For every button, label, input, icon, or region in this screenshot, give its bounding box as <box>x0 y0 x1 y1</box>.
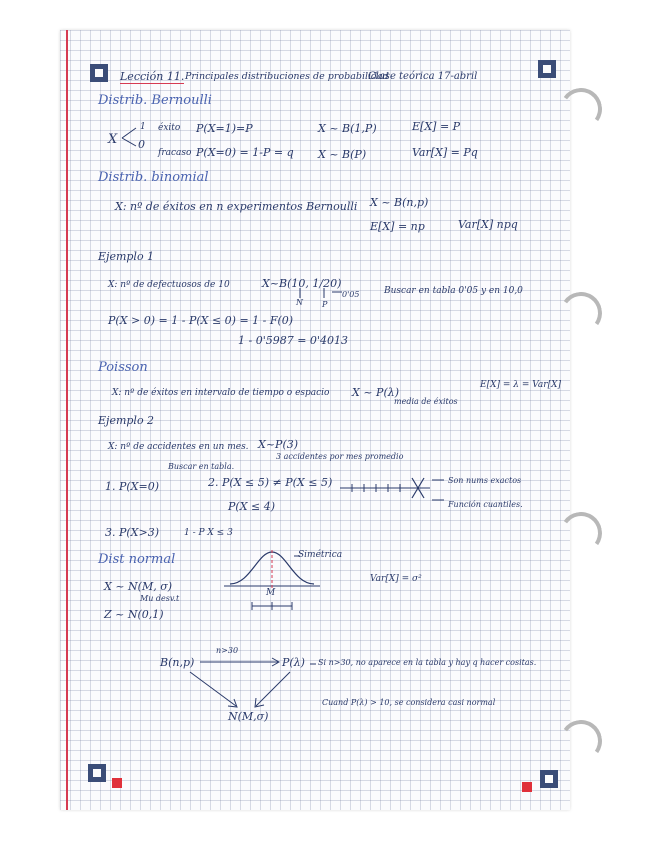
example2-item1: 1. P(X=0) <box>105 480 160 493</box>
example2-arrows <box>432 480 444 500</box>
example2-item3b: 1 - P X ≤ 3 <box>184 528 233 538</box>
poisson-lambda-note: media de éxitos <box>394 397 458 406</box>
example2-quantile-note: Función cuantiles. <box>448 500 523 509</box>
success-label: éxito <box>158 123 181 133</box>
lesson-title: Principales distribuciones de probabilidad <box>185 71 389 82</box>
bernoulli-expectation: E[X] = P <box>412 120 461 133</box>
binomial-notation: X ~ B(n,p) <box>370 196 429 209</box>
example2-notation: X~P(3) <box>258 438 299 451</box>
example2-lookup-note: Buscar en tabla. <box>168 462 235 471</box>
poisson-moments: E[X] = λ = Var[X] <box>480 380 561 390</box>
class-note: Clase teórica 17-abril <box>368 71 478 82</box>
bernoulli-branch-0: 0 <box>138 138 145 151</box>
normal-params-note: Mu desv.t <box>140 594 180 603</box>
bernoulli-notation-1: X ~ B(1,P) <box>318 122 377 135</box>
normal-standard: Z ~ N(0,1) <box>104 608 164 621</box>
bernoulli-branch-1: 1 <box>140 122 146 132</box>
example2-heading: Ejemplo 2 <box>98 414 155 427</box>
approx-arrow-left <box>190 672 236 706</box>
approx-binomial-node: B(n,p) <box>160 656 195 669</box>
bernoulli-notation-2: X ~ B(P) <box>318 148 367 161</box>
lesson-label: Lección 11. <box>120 70 185 83</box>
example1-notation: X~B(10, 1/20) <box>262 277 342 290</box>
approx-normal-node: N(M,σ) <box>228 710 269 723</box>
binomial-expectation: E[X] = np <box>370 220 425 233</box>
normal-notation: X ~ N(M, σ) <box>104 580 173 593</box>
example1-result: 1 - 0'5987 = 0'4013 <box>238 334 348 347</box>
example1-note: Buscar en tabla 0'05 y en 10,0 <box>384 286 523 296</box>
approx-note-1: Si n>30, no aparece en la tabla y hay q hacer cositas. <box>318 658 537 667</box>
binomial-variance: Var[X] npq <box>458 218 518 231</box>
example1-n-label: N <box>296 298 303 307</box>
poisson-notation: X ~ P(λ) <box>352 386 399 399</box>
approx-condition: n>30 <box>216 646 239 655</box>
poisson-definition: X: nº de éxitos en intervalo de tiempo o espacio <box>112 388 330 398</box>
bernoulli-variance: Var[X] = Pq <box>412 146 478 159</box>
binomial-definition: X: nº de éxitos en n experimentos Bernoulli <box>115 200 358 213</box>
example1-arrows <box>300 288 342 298</box>
binomial-heading: Distrib. binomial <box>98 170 209 185</box>
example2-definition: X: nº de accidentes en un mes. <box>108 442 249 452</box>
bernoulli-heading: Distrib. Bernoulli <box>98 93 212 108</box>
normal-symmetry: Simétrica <box>298 550 343 560</box>
example2-exact-note: Son nums exactos <box>448 476 522 485</box>
failure-prob: P(X=0) = 1-P = q <box>196 146 294 159</box>
example1-heading: Ejemplo 1 <box>98 250 155 263</box>
normal-variance: Var[X] = σ² <box>370 574 422 584</box>
approx-poisson-node: P(λ) <box>282 656 305 669</box>
poisson-heading: Poisson <box>98 360 148 375</box>
failure-label: fracaso <box>158 148 192 158</box>
normal-mu-label: M <box>266 588 276 598</box>
approx-arrow-right <box>256 672 290 706</box>
example1-p-label: P <box>322 300 328 309</box>
example2-item2b: P(X ≤ 4) <box>228 500 276 513</box>
normal-sigma-bracket <box>252 602 292 610</box>
approx-note-2: Cuand P(λ) > 10, se considera casi normal <box>322 698 496 707</box>
bernoulli-x: X <box>108 132 118 147</box>
example2-lambda-note: 3 accidentes por mes promedio <box>276 452 404 461</box>
example1-calc: P(X > 0) = 1 - P(X ≤ 0) = 1 - F(0) <box>108 314 294 327</box>
example2-item3: 3. P(X>3) <box>105 526 160 539</box>
bernoulli-branch-lines <box>122 128 136 146</box>
example1-p-value: 0'05 <box>342 290 360 299</box>
example2-item2: 2. P(X ≤ 5) ≠ P(X ≤ 5) <box>208 476 333 489</box>
normal-heading: Dist normal <box>98 552 176 567</box>
success-prob: P(X=1)=P <box>196 122 253 135</box>
example1-definition: X: nº de defectuosos de 10 <box>108 280 230 290</box>
